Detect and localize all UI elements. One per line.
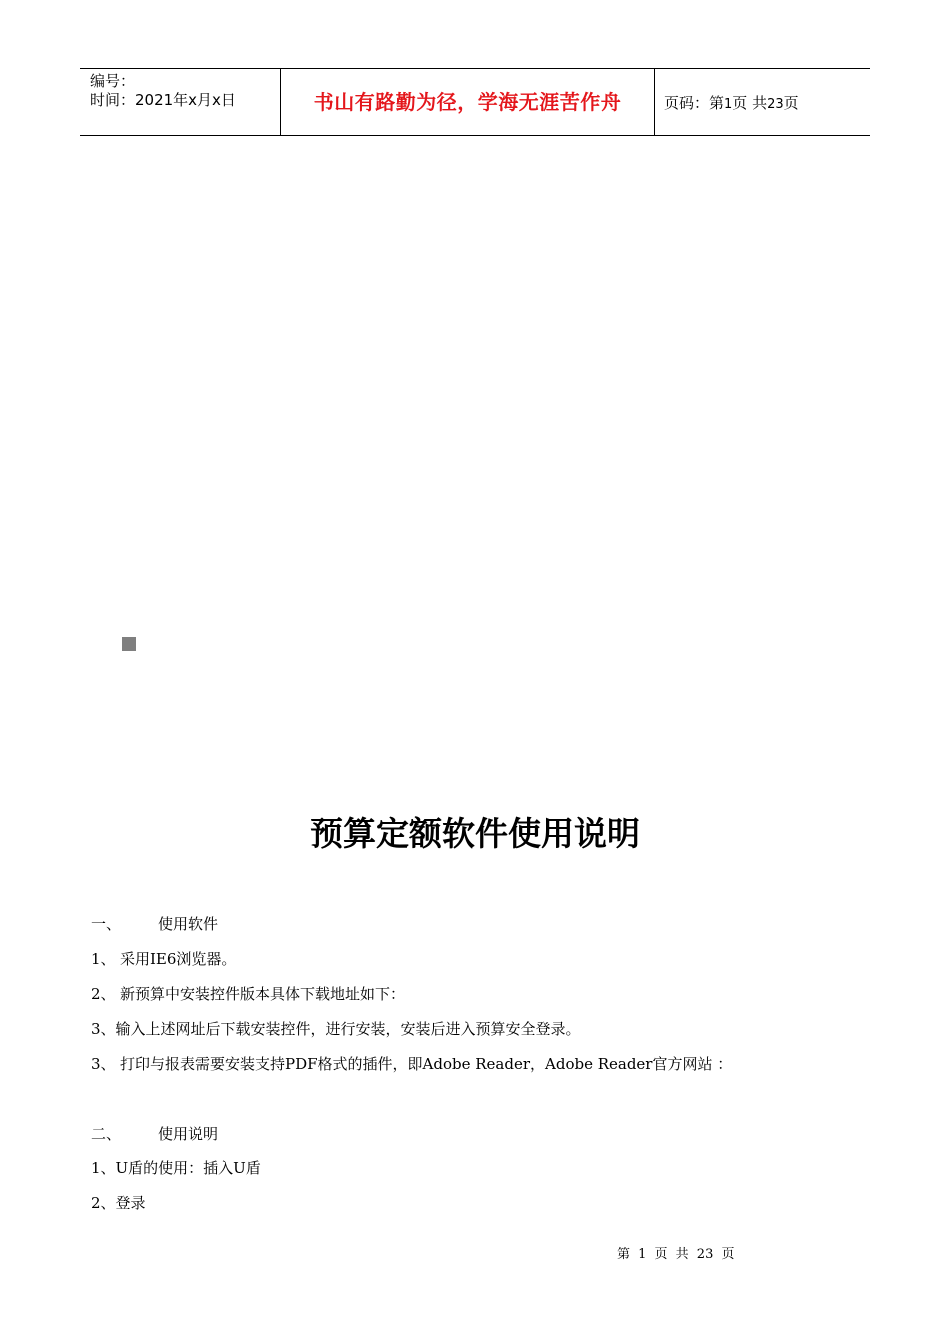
header-page-info [655, 69, 870, 135]
item-number: 3、 [91, 1055, 116, 1073]
section-title: 使用软件 [158, 915, 219, 933]
item-number: 2、 [91, 985, 116, 1003]
document-title: 预算定额软件使用说明 [310, 814, 640, 853]
page-footer: 第 1 页 共 23 页 [617, 1247, 735, 1262]
page-total: 23 [767, 97, 784, 112]
item-text: 打印与报表需要安装支持PDF格式的插件，即Adobe Reader，Adobe Reader官方网站 ： [120, 1055, 733, 1073]
page-current: 1 [724, 97, 733, 112]
item-number: 1、 [91, 950, 116, 968]
page-header [80, 68, 870, 136]
item-text: 采用IE6浏览器。 [120, 950, 237, 968]
list-item [91, 1158, 261, 1178]
list-item [91, 1054, 732, 1074]
list-item [91, 1019, 581, 1039]
section-number: 二、 [91, 1125, 122, 1143]
list-item [91, 1193, 146, 1213]
page-prefix: 页码：第 [664, 94, 725, 112]
header-meta [80, 69, 281, 135]
page-suffix: 页 [783, 94, 799, 112]
list-item [91, 949, 236, 969]
section-title: 使用说明 [158, 1125, 219, 1143]
header-motto: 书山有路勤为径，学海无涯苦作舟 [281, 69, 655, 135]
item-text: 2、登录 [91, 1194, 146, 1212]
list-item [91, 984, 405, 1004]
item-text: 新预算中安装控件版本具体下载地址如下： [120, 985, 406, 1003]
item-text: 1、U盾的使用：插入U盾 [91, 1159, 261, 1177]
number-label: 编号： [90, 72, 136, 90]
square-bullet-icon [122, 637, 136, 651]
item-text: 3、输入上述网址后下载安装控件，进行安装，安装后进入预算安全登录。 [91, 1020, 581, 1038]
time-label: 时间：2021年x月x日 [90, 91, 236, 109]
section-heading [91, 1124, 218, 1144]
section-heading [91, 914, 218, 934]
section-number: 一、 [91, 915, 122, 933]
page-mid: 页 共 [732, 94, 768, 112]
